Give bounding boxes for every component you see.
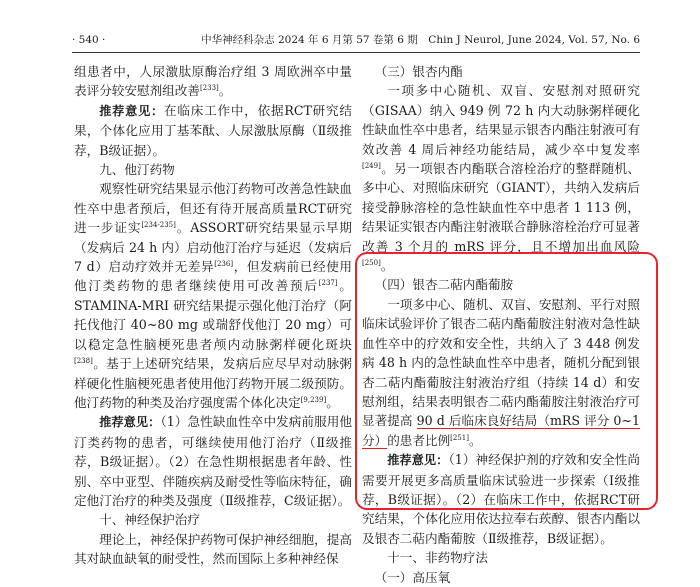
citation: [237]	[318, 279, 338, 288]
recommendation-butylphthalide: 推荐意见：在临床工作中，依据RCT研究结果，个体化应用丁基苯酞、人尿激肽原酶（Ⅱ级推荐，B级证据）。	[74, 102, 352, 158]
recommendation-neuroprotectants: 推荐意见：（1）神经保护剂的疗效和安全性尚需要开展更多高质量临床试验进一步探索（Ⅰ级推荐，B级证据）。（2）在临床工作中，依据RCT研究结果，个体化应用依达拉奉右莰醇、银杏内酯以及银杏二萜内酯葡胺（Ⅱ级推荐，B级证据）。	[362, 452, 640, 546]
recommendation-statins: 推荐意见：（1）急性缺血性卒中发病前服用他汀类药物的患者，可继续使用他汀治疗（Ⅱ级推荐，B级证据）。（2）在急性期根据患者年龄、性别、卒中亚型、伴随疾病及耐受性等临床特征，确定他汀治疗的种类及强度（Ⅱ级推荐，C级证据）。	[74, 414, 352, 508]
header-rule	[72, 52, 640, 53]
section-heading-statins: 九、他汀药物	[99, 162, 175, 178]
subsection-heading-diterpene-ginkgolides: （四）银杏二萜内酯葡胺	[374, 277, 514, 293]
subsection-heading-hyperbaric-oxygen: （一）高压氧	[374, 569, 451, 585]
paragraph-ginkgolide: 一项多中心随机、双盲、安慰剂对照研究（GISAA）纳入 949 例 72 h 内大动脉粥样硬化性缺血性卒中患者，结果显示银杏内酯注射液可有效改善 4 周后神经功能结局，减少卒中复发率[249]。另一项银杏内酯联合溶栓治疗的整群随机、多中心、对照临床研究（GIANT），共纳入发病后接受静脉溶栓的急性缺血性卒中患者 1 113 例，结果证实银杏内酯注射液联合静脉溶栓治疗可显著改善 3 个月的 mRS 评分，且不增加出血风险[250]。	[362, 83, 640, 274]
page-number: · 540 ·	[72, 34, 106, 46]
citation: [249]	[362, 161, 381, 170]
paragraph-neuroprotection: 理论上，神经保护药物可保护神经细胞，提高其对缺血缺氧的耐受性，然而国际上多种神经保	[74, 531, 352, 567]
citation: [233]	[199, 84, 219, 93]
recommendation-label: 推荐意见：	[99, 103, 165, 118]
recommendation-label: 推荐意见：	[99, 415, 161, 430]
journal-running-title: 中华神经科杂志 2024 年 6 月第 57 卷第 6 期 Chin J Neurol, June 2024, Vol. 57, No. 6	[201, 34, 640, 46]
section-heading-neuroprotection: 十、神经保护治疗	[99, 512, 200, 528]
citation: [236]	[214, 259, 234, 268]
citation: [238]	[74, 356, 93, 365]
section-heading-nondrug-therapy: 十一、非药物疗法	[387, 550, 488, 566]
citation: [250]	[362, 258, 381, 267]
citation: [234-235]	[141, 221, 176, 230]
paragraph-continued: 组患者中，人尿激肽原酶治疗组 3 周欧洲卒中量表评分较安慰剂组改善[233]。	[74, 64, 352, 99]
paragraph-statins: 观察性研究结果显示他汀药物可改善急性缺血性卒中患者预后，但还有待开展高质量RCT研究进一步证实[234-235]。ASSORT研究结果显示早期（发病后 24 h 内）启动他汀治疗与延迟（发病后 7 d）启动疗效并无差异[236]，但发病前已经使用他汀类药物的患者继续使用可改善预后[237]。STAMINA-MRI 研究结果提示强化他汀治疗（阿托伐他汀 40~80 mg 或瑞舒伐他汀 20 mg）可以稳定急性脑梗死患者颅内动脉粥样硬化斑块[238]。基于上述研究结果，发病后应尽早对动脉粥样硬化性脑梗死患者使用他汀药物开展二级预防。他汀药物的种类及治疗强度需个体化决定[9,239]。	[74, 181, 353, 410]
paragraph-diterpene-ginkgolides: 一项多中心、随机、双盲、安慰剂、平行对照临床试验评价了银杏二萜内酯葡胺注射液对急性缺血性卒中的疗效和安全性，共纳入了 3 448 例发病 48 h 内的急性缺血性卒中患者，随机分配到银杏二萜内酯葡胺注射液治疗组（持续 14 d）和安慰剂组，结果表明银杏二萜内酯葡胺注射液治疗可显著提高 90 d 后临床良好结局（mRS 评分 0~1 分）的患者比例[251]。	[362, 296, 640, 448]
highlighted-outcome: 90 d 后临床良好结局（mRS 评分 0~1 分）	[362, 413, 640, 448]
page-header	[72, 30, 640, 50]
left-column	[74, 62, 353, 567]
subsection-heading-ginkgolide: （三）银杏内酯	[374, 64, 463, 79]
right-column	[362, 62, 640, 585]
citation: [9,239]	[300, 395, 327, 404]
recommendation-label: 推荐意见：	[387, 453, 449, 468]
citation: [251]	[450, 433, 469, 442]
